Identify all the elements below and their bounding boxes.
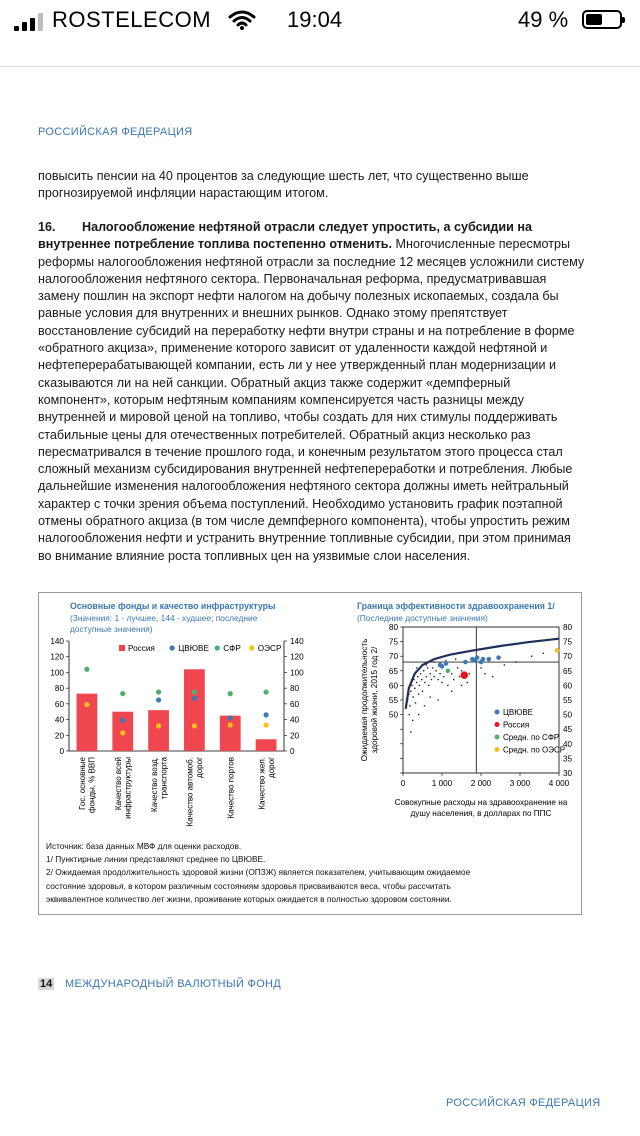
dot-em	[120, 691, 125, 696]
country-point	[441, 682, 442, 683]
dot-oecd	[156, 723, 161, 728]
country-point	[543, 653, 544, 654]
country-point	[430, 696, 431, 697]
point-cesee	[444, 661, 449, 666]
note-2-cont: состояние здоровья, в котором различным состояниям здоровья присваиваются веса, чтобы рассчитать	[46, 880, 451, 891]
point-cesee	[440, 664, 445, 669]
y-tick-label-right: 100	[290, 668, 304, 678]
country-point	[445, 660, 446, 661]
country-point	[430, 673, 431, 674]
y-tick-label: 20	[54, 731, 64, 741]
dot-cesee	[228, 715, 233, 720]
dot-cesee	[120, 718, 125, 723]
country-point	[427, 667, 428, 668]
country-point	[409, 705, 410, 706]
x-category-label-line: Качество всей	[114, 757, 124, 811]
note-1: 1/ Пунктирные линии представляют среднее по ЦВЮВЕ.	[46, 854, 266, 865]
y-axis-title-line2: здоровой жизни, 2015 год 2/	[370, 646, 379, 754]
y-tick-label-right: 80	[290, 684, 300, 694]
x-category-label-line: Качество возд.	[149, 757, 159, 812]
dot-cesee	[156, 697, 161, 702]
bar-russia	[148, 710, 169, 751]
y-axis-title-line1: Ожидаемая продолжительность	[360, 638, 369, 762]
legend-label: Средн. по СФР	[503, 733, 560, 742]
country-point	[434, 661, 435, 662]
y-tick-label: 70	[388, 652, 398, 662]
battery-icon	[582, 10, 622, 29]
country-point	[419, 685, 420, 686]
country-point	[426, 676, 427, 677]
x-category-label-line: Качество жел.	[257, 757, 267, 810]
bar-russia	[184, 669, 205, 751]
infrastructure-bar-chart	[39, 633, 319, 839]
paragraph-body: Многочисленные пересмотры реформы налогообложения нефтяной отрасли за последние 12 месяцев усложнили систему налогообложения нефтяного сектора. Первоначальная реформа, предусматривавшая замену пошлин на экспорт нефти налогом на добычу полезных ископаемых, создала бы равные условия для внутренних и внешних рынков. Однако этому препятствует восстановление субсидий на переработку нефти внутри страны и на потребление в форме «обратного акциза», применение которого зависит от удаленности каждой нефтяной и нефтеперерабатывающей компании, есть ли у нее утвержденный план модернизации и сказываются ли на ней санкции. Обратный акциз также содержит «демпферный компонент», которым нефтяным компаниям компенсируется часть разницы между внутренней и мировой ценой на топливо, чтобы создать для них стимулы поддерживать стабильные цены для отечественных потребителей. Обратный акциз несколько раз пересматривался в течение прошлого года, и конечным результатом этого процесса стал сложный механизм субсидирования внутренней нефтепереработки и потребления. Любые дальнейшие изменения налогообложения нефтяного сектора должны иметь нейтральный характер с точки зрения объема поступлений. Необходимо установить график поэтапной отмены обратного акциза (в том числе демпферного компонента), чтобы упростить режим налогообложения нефти и устранить внутренние топливные субсидии, при этом принимая во внимание влияние роста топливных цен на уязвимые слои населения.	[38, 237, 585, 563]
legend-swatch-russia	[119, 645, 125, 651]
y-tick-label-right: 120	[290, 652, 304, 662]
y-tick-label: 50	[388, 710, 398, 720]
health-efficiency-scatter-chart	[319, 621, 581, 839]
x-category-label-line: дорог	[266, 757, 276, 778]
x-category-label	[78, 756, 97, 813]
x-tick-label: 4 000	[548, 779, 570, 788]
country-point	[422, 691, 423, 692]
country-point	[409, 714, 410, 715]
bar-russia	[220, 716, 241, 751]
country-point	[414, 688, 415, 689]
y-tick-label: 140	[50, 637, 64, 646]
country-point	[451, 691, 452, 692]
y-tick-label-right: 40	[290, 715, 300, 725]
dot-oecd	[120, 730, 125, 735]
dot-oecd	[263, 722, 268, 727]
country-point	[416, 667, 417, 668]
bar-russia	[256, 739, 277, 751]
country-point	[431, 679, 432, 680]
signal-strength-icon	[14, 13, 48, 31]
point-cesee	[463, 660, 468, 665]
country-point	[421, 679, 422, 680]
right-chart-subtitle: (Последние доступные значения)	[357, 613, 488, 623]
right-chart-title: Граница эффективности здравоохранения 1/	[357, 601, 555, 611]
legend-swatch	[495, 735, 500, 740]
footer-label: МЕЖДУНАРОДНЫЙ ВАЛЮТНЫЙ ФОНД	[65, 978, 282, 990]
legend-label: Россия	[128, 644, 155, 653]
country-point	[437, 679, 438, 680]
country-point	[461, 685, 462, 686]
x-category-label-line: инфраструктуры	[123, 757, 133, 819]
y-tick-label-right: 80	[563, 623, 573, 632]
dot-cesee	[192, 696, 197, 701]
country-point	[443, 676, 444, 677]
x-tick-label: 2 000	[470, 779, 492, 788]
y-tick-label: 100	[50, 668, 64, 678]
point-cesee	[496, 655, 501, 660]
point-cesee	[475, 655, 480, 660]
x-tick-label: 1 000	[431, 779, 453, 788]
country-point	[424, 682, 425, 683]
legend-label: ЦВЮВЕ	[503, 708, 534, 717]
country-point	[423, 670, 424, 671]
y-tick-label: 65	[388, 666, 398, 676]
country-point	[515, 661, 516, 662]
country-point	[410, 691, 411, 692]
note-source: Источник: база данных МВФ для оценки расходов.	[46, 841, 242, 851]
x-category-label-line: транспорта	[159, 757, 169, 800]
country-point	[457, 667, 458, 668]
y-tick-label: 60	[54, 699, 64, 709]
y-tick-label-right: 60	[563, 681, 573, 691]
wifi-icon	[228, 10, 256, 36]
y-tick-label: 0	[59, 747, 64, 756]
y-tick-label-right: 75	[563, 637, 573, 647]
dot-em	[156, 689, 161, 694]
y-tick-label: 40	[54, 715, 64, 725]
y-tick-label: 60	[388, 681, 398, 691]
dot-em	[263, 689, 268, 694]
country-point	[453, 679, 454, 680]
x-category-label	[150, 756, 169, 812]
y-tick-label-right: 140	[290, 637, 304, 646]
clock: 19:04	[287, 7, 343, 32]
point-oecd-average	[555, 648, 560, 653]
y-tick-label-right: 40	[563, 739, 573, 749]
y-tick-label-right: 35	[563, 754, 573, 764]
efficiency-frontier-line	[406, 639, 559, 709]
point-cesee	[481, 657, 486, 662]
x-category-label	[226, 757, 235, 818]
country-point	[434, 676, 435, 677]
battery-percent: 49 %	[518, 7, 569, 32]
country-point	[424, 705, 425, 706]
country-point	[492, 676, 493, 677]
country-point	[437, 699, 438, 700]
y-tick-label-right: 30	[563, 769, 573, 778]
dot-em	[192, 689, 197, 694]
country-point	[459, 676, 460, 677]
y-tick-label-right: 45	[563, 725, 573, 735]
figure-notes	[46, 840, 576, 906]
dot-cesee	[263, 712, 268, 717]
figure-box	[38, 592, 582, 915]
country-point	[418, 693, 419, 694]
country-point	[484, 673, 485, 674]
country-point	[467, 682, 468, 683]
legend-swatch	[215, 645, 220, 650]
country-point	[410, 731, 411, 732]
country-point	[469, 673, 470, 674]
dot-em	[228, 691, 233, 696]
x-axis-title-line2: душу населения, в долларах по ППС	[410, 809, 552, 818]
point-cesee	[487, 657, 492, 662]
legend-label: СФР	[223, 644, 241, 653]
x-category-label-line: Гос. основные	[78, 757, 88, 810]
country-point	[415, 702, 416, 703]
x-category-label	[186, 757, 205, 826]
country-point	[435, 670, 436, 671]
y-tick-label-right: 0	[290, 747, 295, 756]
country-point	[455, 658, 456, 659]
country-point	[461, 670, 462, 671]
y-tick-label: 80	[388, 623, 398, 632]
carrier-name: ROSTELECOM	[52, 7, 212, 32]
note-2: 2/ Ожидаемая продолжительность здоровой жизни (ОПЗЖ) является показателем, учитывающим ожидаемое	[46, 867, 471, 878]
legend-swatch	[495, 747, 500, 752]
x-category-label-line: Качество автомоб.	[185, 757, 195, 827]
dot-oecd	[228, 722, 233, 727]
country-point	[417, 676, 418, 677]
page-number: 14	[40, 978, 53, 990]
paragraph-16	[38, 219, 586, 565]
country-point	[480, 667, 481, 668]
y-tick-label: 120	[50, 652, 64, 662]
y-axis-title	[360, 639, 379, 762]
x-category-label	[257, 757, 276, 810]
x-category-label	[114, 757, 133, 819]
dot-oecd	[84, 702, 89, 707]
point-em-average	[446, 669, 451, 674]
legend-swatch	[170, 645, 175, 650]
country-point	[504, 664, 505, 665]
y-tick-label-right: 70	[563, 652, 573, 662]
legend-label: Россия	[503, 720, 530, 730]
paragraph-number: 16.	[38, 220, 56, 234]
legend-swatch	[249, 645, 254, 650]
country-point	[420, 673, 421, 674]
paragraph-previous: повысить пенсии на 40 процентов за следующие шесть лет, что существенно выше прогнозируемой инфляции нарастающим итогом.	[38, 169, 529, 201]
country-point	[451, 673, 452, 674]
legend-label: ЦВЮВЕ	[178, 644, 209, 653]
x-tick-label: 0	[400, 779, 406, 788]
top-divider	[0, 66, 640, 67]
status-bar	[0, 0, 640, 40]
x-category-label-line: дорог	[195, 757, 205, 778]
y-tick-label: 80	[54, 684, 64, 694]
country-point	[411, 685, 412, 686]
y-tick-label-right: 50	[563, 710, 573, 720]
y-tick-label-right: 65	[563, 666, 573, 676]
country-point	[439, 673, 440, 674]
legend-label: Средн. по ОЭСР	[503, 745, 566, 755]
country-point	[416, 682, 417, 683]
dot-em	[84, 667, 89, 672]
legend-label: ОЭСР	[257, 644, 282, 653]
left-chart-subtitle: (Значения: 1 - лучшее, 144 - худшее; последние доступные значения)	[70, 613, 258, 634]
point-russia	[460, 671, 468, 679]
x-axis-title: Совокупные расходы на здравоохранение на	[394, 798, 568, 807]
next-page-running-head: РОССИЙСКАЯ ФЕДЕРАЦИЯ	[446, 1097, 601, 1109]
country-point	[447, 685, 448, 686]
country-point	[531, 656, 532, 657]
x-category-label-line: Качество портов	[226, 757, 236, 819]
paragraph-lead: Налогообложение нефтяной отрасли следует упростить, а субсидии на внутреннее потребление топлива постепенно отменить.	[38, 220, 532, 252]
left-chart-title: Основные фонды и качество инфраструктуры	[70, 601, 276, 611]
y-tick-label-right: 20	[290, 731, 300, 741]
y-tick-label-right: 60	[290, 699, 300, 709]
country-point	[428, 685, 429, 686]
running-head: РОССИЙСКАЯ ФЕДЕРАЦИЯ	[38, 126, 193, 138]
x-tick-label: 3 000	[509, 779, 531, 788]
legend-swatch	[495, 710, 500, 715]
country-point	[432, 667, 433, 668]
x-category-label-line: фонды, % ВВП	[87, 757, 97, 814]
legend-swatch	[495, 722, 500, 727]
country-point	[418, 714, 419, 715]
y-tick-label: 75	[388, 637, 398, 647]
y-tick-label: 55	[388, 696, 398, 705]
y-tick-label-right: 55	[563, 696, 573, 705]
dot-oecd	[192, 723, 197, 728]
country-point	[412, 720, 413, 721]
country-point	[412, 696, 413, 697]
note-2-cont: эквивалентное количество лет жизни, проживание которых ожидается в полностью здоровом состоянии.	[46, 893, 452, 904]
